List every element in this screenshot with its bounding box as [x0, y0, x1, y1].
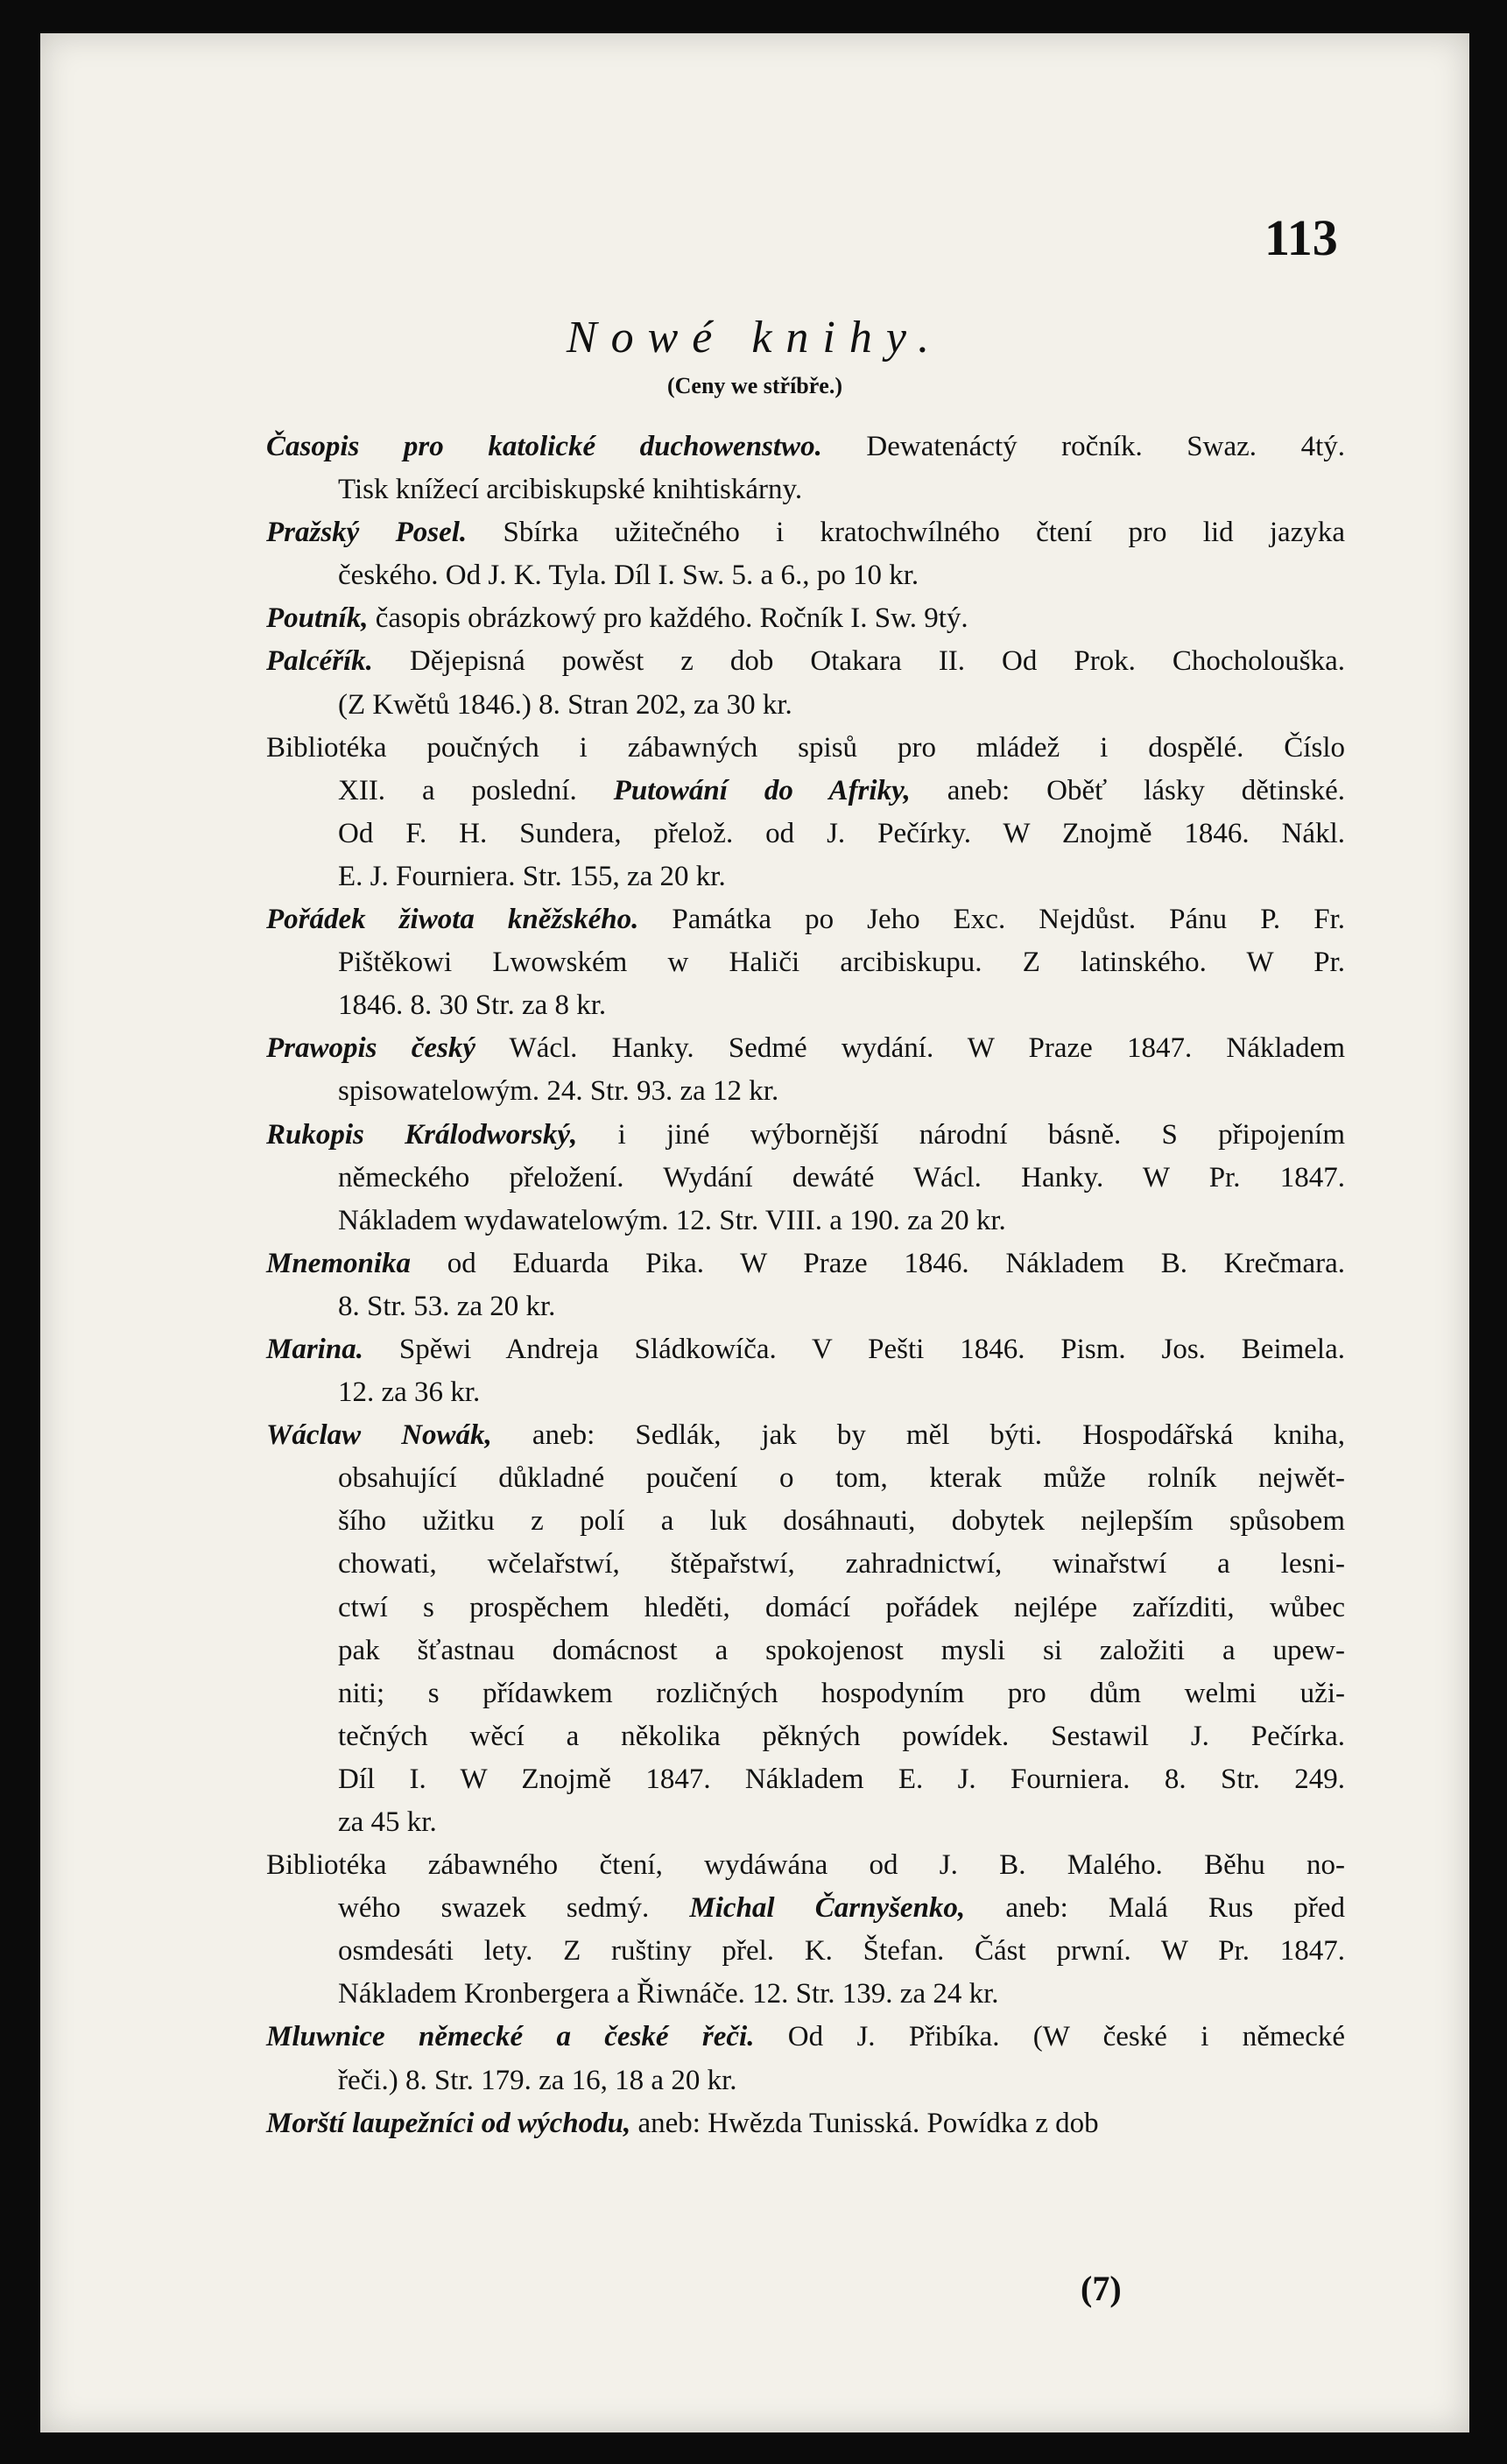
entry-text: obsahující důkladné poučení o tom, kterak může rolník nejwět-: [338, 1462, 1345, 1495]
book-page: [40, 33, 1469, 2432]
entry-line: [266, 1630, 1345, 1672]
entry-line: [266, 1801, 1345, 1844]
entry-line: [266, 1070, 1345, 1113]
entry-text: řeči.) 8. Str. 179. za 16, 18 a 20 kr.: [338, 2064, 737, 2096]
entry-line: [266, 1973, 1345, 2016]
entry-text: (Z Kwětů 1846.) 8. Stran 202, za 30 kr.: [338, 688, 792, 721]
entry-line: [266, 1414, 1345, 1457]
entry-text: Dějepisná powěst z dob Otakara II. Od Prok. Chocholouška.: [372, 645, 1345, 678]
entry-text: 12. za 36 kr.: [338, 1376, 481, 1409]
entry-line: [266, 468, 1345, 511]
book-title: Rukopis Králodworský,: [266, 1118, 578, 1151]
entry-line: [266, 1157, 1345, 1200]
entry-line: [266, 2059, 1345, 2102]
entry-text: 1846. 8. 30 Str. za 8 kr.: [338, 989, 607, 1022]
entry-line: [266, 511, 1345, 554]
book-entry: [266, 1328, 1345, 1414]
entry-text: chowati, wčelařstwí, štěpařstwí, zahradnictwí, winařstwí a lesni-: [338, 1548, 1345, 1580]
book-entry: [266, 2102, 1345, 2145]
entry-line: [266, 813, 1345, 855]
entry-line: [266, 2016, 1345, 2059]
book-entry: [266, 2016, 1345, 2101]
entry-line: [266, 1027, 1345, 1070]
signature-mark: (7): [1081, 2269, 1122, 2308]
entry-text: spisowatelowým. 24. Str. 93. za 12 kr.: [338, 1075, 779, 1108]
book-title: Palcéřík.: [266, 645, 373, 678]
entry-line: [266, 597, 1345, 640]
book-title: Morští laupežníci od wýchodu,: [266, 2107, 631, 2139]
book-list: [266, 426, 1345, 2145]
book-title: Poutník,: [266, 602, 369, 635]
price-note: (Ceny we stříbře.): [667, 373, 842, 398]
book-title: Marina.: [266, 1333, 363, 1365]
entry-text: pak šťastnau domácnost a spokojenost mysli si založiti a upew-: [338, 1634, 1345, 1666]
book-title: Pražský Posel.: [266, 517, 468, 549]
entry-line: [266, 640, 1345, 683]
entry-text: za 45 kr.: [338, 1806, 437, 1838]
entry-text: niti; s přídawkem rozličných hospodyním pro dům welmi uži-: [338, 1677, 1345, 1709]
book-entry: [266, 1844, 1345, 2016]
book-title: Putowání do Afriky,: [613, 774, 911, 806]
book-title: Pořádek žiwota kněžského.: [266, 904, 639, 936]
entry-text: českého. Od J. K. Tyla. Díl I. Sw. 5. a 6., po 10 kr.: [338, 560, 919, 592]
entry-line: [266, 898, 1345, 941]
entry-line: [266, 1500, 1345, 1543]
book-entry: [266, 511, 1345, 597]
entry-line: [266, 984, 1345, 1027]
entry-line: [266, 941, 1345, 984]
entry-text: časopis obrázkowý pro každého. Ročník I. Sw. 9tý.: [368, 602, 968, 635]
entry-text: Památka po Jeho Exc. Nejdůst. Pánu P. Fr.: [638, 904, 1345, 936]
book-title: Prawopis český: [266, 1032, 475, 1065]
entry-text: ctwí s prospěchem hleděti, domácí pořádek nejlépe zařízditi, wůbec: [338, 1591, 1345, 1623]
entry-line: [266, 2102, 1345, 2145]
book-entry: [266, 1114, 1345, 1243]
entry-text: Od F. H. Sundera, přelož. od J. Pečírky. W Znojmě 1846. Nákl.: [338, 817, 1345, 849]
entry-line: [266, 1328, 1345, 1371]
entry-line: [266, 1887, 1345, 1930]
book-entry: [266, 1414, 1345, 1844]
entry-text: Bibliotéka poučných i zábawných spisů pro mládež i dospělé. Číslo: [266, 731, 1345, 764]
entry-text: wého swazek sedmý.: [338, 1892, 690, 1925]
entry-line: [266, 1844, 1345, 1887]
entry-text: Nákladem wydawatelowým. 12. Str. VIII. a 190. za 20 kr.: [338, 1204, 1006, 1236]
entry-text: aneb: Malá Rus před: [965, 1892, 1345, 1925]
book-entry: [266, 640, 1345, 726]
entry-line: [266, 855, 1345, 898]
entry-line: [266, 426, 1345, 468]
entry-text: 8. Str. 53. za 20 kr.: [338, 1290, 556, 1322]
book-title: Mnemonika: [266, 1247, 412, 1279]
entry-text: od Eduarda Pika. W Praze 1846. Nákladem B. Krečmara.: [411, 1247, 1345, 1279]
entry-text: šího užitku z polí a luk dosáhnauti, dobytek nejlepším spůsobem: [338, 1505, 1345, 1538]
entry-text: tečných wěcí a několika pěkných powídek. Sestawil J. Pečírka.: [338, 1720, 1345, 1752]
entry-text: Od J. Přibíka. (W české i německé: [754, 2021, 1345, 2053]
entry-text: Dewatenáctý ročník. Swaz. 4tý.: [821, 431, 1346, 462]
entry-text: Spěwi Andreja Sládkowíča. V Pešti 1846. Pism. Jos. Beimela.: [363, 1333, 1345, 1365]
book-entry: [266, 426, 1345, 511]
entry-line: [266, 1371, 1345, 1414]
entry-line: [266, 1930, 1345, 1973]
entry-line: [266, 1114, 1345, 1157]
book-title: Wáclaw Nowák,: [266, 1419, 492, 1452]
entry-text: i jiné wýbornější národní básně. S připojením: [577, 1118, 1345, 1151]
entry-text: Pištěkowi Lwowském w Haliči arcibiskupu. Z latinského. W Pr.: [338, 947, 1345, 979]
book-title: Časopis pro katolické duchowenstwo.: [266, 431, 822, 462]
book-title: Michal Čarnyšenko,: [689, 1892, 966, 1925]
entry-line: [266, 1243, 1345, 1285]
entry-text: německého přeložení. Wydání dewáté Wácl. Hanky. W Pr. 1847.: [338, 1161, 1345, 1193]
entry-text: aneb: Sedlák, jak by měl býti. Hospodářská kniha,: [491, 1419, 1345, 1452]
entry-text: Sbírka užitečného i kratochwílného čtení pro lid jazyka: [467, 517, 1345, 549]
entry-text: Díl I. W Znojmě 1847. Nákladem E. J. Fourniera. 8. Str. 249.: [338, 1763, 1345, 1795]
page-heading: Nowé knihy.: [566, 313, 944, 363]
entry-text: Nákladem Kronbergera a Řiwnáče. 12. Str. 139. za 24 kr.: [338, 1978, 999, 2010]
entry-text: Tisk knížecí arcibiskupské knihtiskárny.: [338, 474, 803, 506]
entry-line: [266, 1543, 1345, 1586]
entry-line: [266, 554, 1345, 597]
entry-text: osmdesáti lety. Z ruštiny přel. K. Štefan. Část prwní. W Pr. 1847.: [338, 1935, 1345, 1968]
entry-line: [266, 1715, 1345, 1758]
book-entry: [266, 597, 1345, 640]
book-entry: [266, 727, 1345, 898]
entry-line: [266, 770, 1345, 813]
entry-line: [266, 727, 1345, 770]
entry-text: aneb: Oběť lásky dětinské.: [910, 774, 1345, 806]
entry-text: Bibliotéka zábawného čtení, wydáwána od J. B. Malého. Běhu no-: [266, 1849, 1345, 1882]
entry-line: [266, 1285, 1345, 1328]
entry-line: [266, 1758, 1345, 1801]
entry-line: [266, 1200, 1345, 1243]
book-title: Mluwnice německé a české řeči.: [266, 2021, 755, 2053]
book-entry: [266, 1243, 1345, 1328]
entry-text: Wácl. Hanky. Sedmé wydání. W Praze 1847. Nákladem: [475, 1032, 1345, 1065]
entry-line: [266, 684, 1345, 727]
entry-text: aneb: Hwězda Tunisská. Powídka z dob: [630, 2107, 1099, 2139]
page-number: 113: [1264, 209, 1338, 266]
entry-line: [266, 1587, 1345, 1630]
entry-line: [266, 1672, 1345, 1715]
book-entry: [266, 1027, 1345, 1113]
entry-text: XII. a poslední.: [338, 774, 614, 806]
entry-line: [266, 1457, 1345, 1500]
entry-text: E. J. Fourniera. Str. 155, za 20 kr.: [338, 860, 726, 892]
book-entry: [266, 898, 1345, 1027]
